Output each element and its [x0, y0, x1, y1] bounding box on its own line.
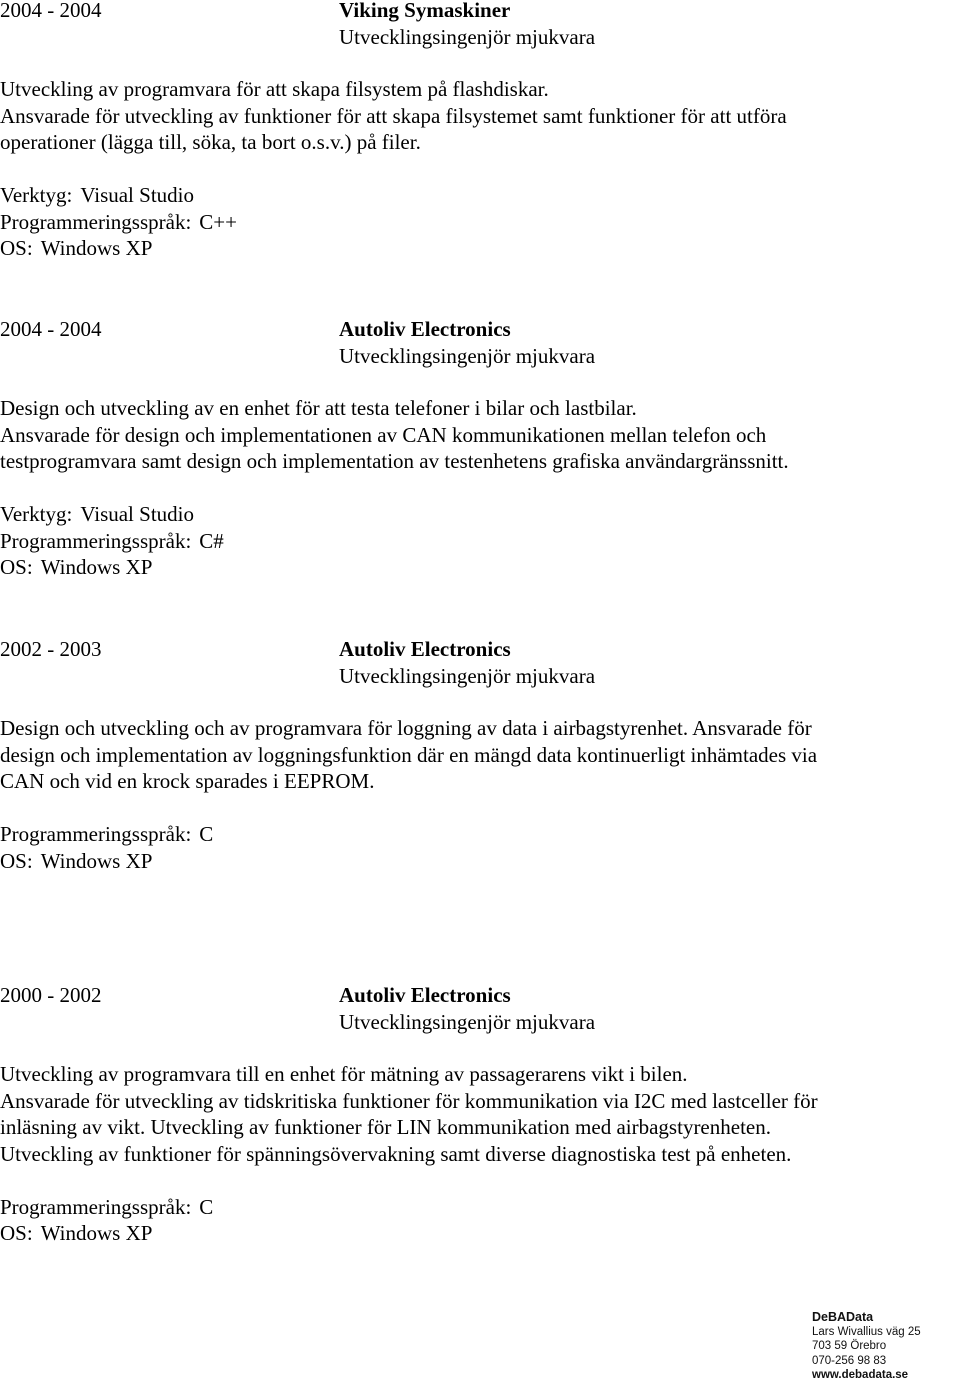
entry-header — [0, 982, 950, 1009]
entry-title: Utvecklingsingenjör mjukvara — [339, 663, 596, 688]
entry-title: Utvecklingsingenjör mjukvara — [339, 24, 596, 49]
tech-label: Programmeringsspråk: — [0, 1194, 192, 1219]
experience-entry — [0, 0, 950, 262]
entry-period: 2000 - 2002 — [0, 983, 102, 1007]
tech-value: C — [199, 821, 214, 846]
entry-description — [0, 715, 950, 795]
experience-entry — [0, 982, 950, 1247]
tech-line — [0, 848, 950, 875]
tech-line — [0, 821, 950, 848]
tech-label: Programmeringsspråk: — [0, 209, 192, 234]
contact-website: www.debadata.se — [812, 1369, 909, 1382]
tech-line — [0, 182, 950, 209]
entry-description — [0, 1061, 950, 1167]
description-line: Design och utveckling och av programvara för loggning av data i airbagstyrenhet. Ansvarade för — [0, 716, 812, 741]
entry-tech — [0, 501, 950, 581]
company-brand: DeBAData — [812, 1310, 874, 1324]
description-line: testprogramvara samt design och implementation av testenhetens grafiska användargränssnitt. — [0, 449, 789, 474]
description-line: Ansvarade för utveckling av funktioner för att skapa filsystemet samt funktioner för att utföra — [0, 103, 787, 128]
tech-label: OS: — [0, 848, 33, 873]
tech-value: C# — [199, 528, 224, 553]
description-line: Design och utveckling av en enhet för att testa telefoner i bilar och lastbilar. — [0, 396, 637, 421]
entry-company: Autoliv Electronics — [339, 983, 511, 1007]
tech-value: C — [199, 1194, 214, 1219]
tech-line — [0, 1194, 950, 1221]
tech-label: Programmeringsspråk: — [0, 821, 192, 846]
tech-label: OS: — [0, 555, 33, 580]
tech-line — [0, 235, 950, 262]
entry-description — [0, 395, 950, 475]
entry-tech — [0, 821, 950, 874]
contact-postal: 703 59 Örebro — [812, 1340, 887, 1353]
tech-label: Programmeringsspråk: — [0, 528, 192, 553]
description-line: Ansvarade för design och implementationen av CAN kommunikationen mellan telefon och — [0, 422, 767, 447]
entry-tech — [0, 1194, 950, 1247]
entry-company: Autoliv Electronics — [339, 637, 511, 661]
tech-value: Windows XP — [40, 555, 153, 580]
tech-label: Verktyg: — [0, 501, 73, 526]
tech-line — [0, 501, 950, 528]
entry-title: Utvecklingsingenjör mjukvara — [339, 343, 596, 368]
entry-company: Viking Symaskiner — [339, 0, 511, 22]
tech-line — [0, 528, 950, 555]
entry-period: 2004 - 2004 — [0, 0, 102, 22]
tech-value: Windows XP — [40, 848, 153, 873]
description-line: design och implementation av loggningsfunktion där en mängd data kontinuerligt inhämtades via — [0, 742, 818, 767]
entry-description — [0, 76, 950, 156]
description-line: inläsning av vikt. Utveckling av funktioner för LIN kommunikation med airbagstyrenheten. — [0, 1115, 771, 1140]
entry-period: 2004 - 2004 — [0, 317, 102, 341]
tech-value: Visual Studio — [80, 501, 194, 526]
tech-line — [0, 1220, 950, 1247]
entry-header — [0, 636, 950, 663]
contact-address: Lars Wivallius väg 25 — [812, 1325, 921, 1338]
contact-phone: 070-256 98 83 — [812, 1354, 887, 1367]
tech-label: OS: — [0, 236, 33, 261]
entry-company: Autoliv Electronics — [339, 317, 511, 341]
description-line: Utveckling av programvara till en enhet för mätning av passagerarens vikt i bilen. — [0, 1062, 688, 1087]
entry-header — [0, 0, 950, 24]
description-line: Utveckling av programvara för att skapa filsystem på flashdiskar. — [0, 77, 549, 102]
description-line: Utveckling av funktioner för spänningsövervakning samt diverse diagnostiska test på enheten. — [0, 1141, 792, 1166]
tech-value: Visual Studio — [80, 182, 194, 207]
entry-tech — [0, 182, 950, 262]
tech-value: Windows XP — [40, 1221, 153, 1246]
tech-value: Windows XP — [40, 236, 153, 261]
entry-title: Utvecklingsingenjör mjukvara — [339, 1009, 596, 1034]
tech-line — [0, 209, 950, 236]
tech-label: OS: — [0, 1221, 33, 1246]
description-line: CAN och vid en krock sparades i EEPROM. — [0, 769, 375, 794]
description-line: operationer (lägga till, söka, ta bort o.s.v.) på filer. — [0, 130, 421, 155]
description-line: Ansvarade för utveckling av tidskritiska funktioner för kommunikation via I2C med lastceller för — [0, 1088, 818, 1113]
tech-line — [0, 554, 950, 581]
entry-header — [0, 316, 950, 343]
experience-entry — [0, 316, 950, 581]
entry-period: 2002 - 2003 — [0, 637, 102, 661]
contact-footer — [812, 1310, 957, 1383]
tech-label: Verktyg: — [0, 182, 73, 207]
tech-value: C++ — [199, 209, 237, 234]
experience-entry — [0, 636, 950, 874]
